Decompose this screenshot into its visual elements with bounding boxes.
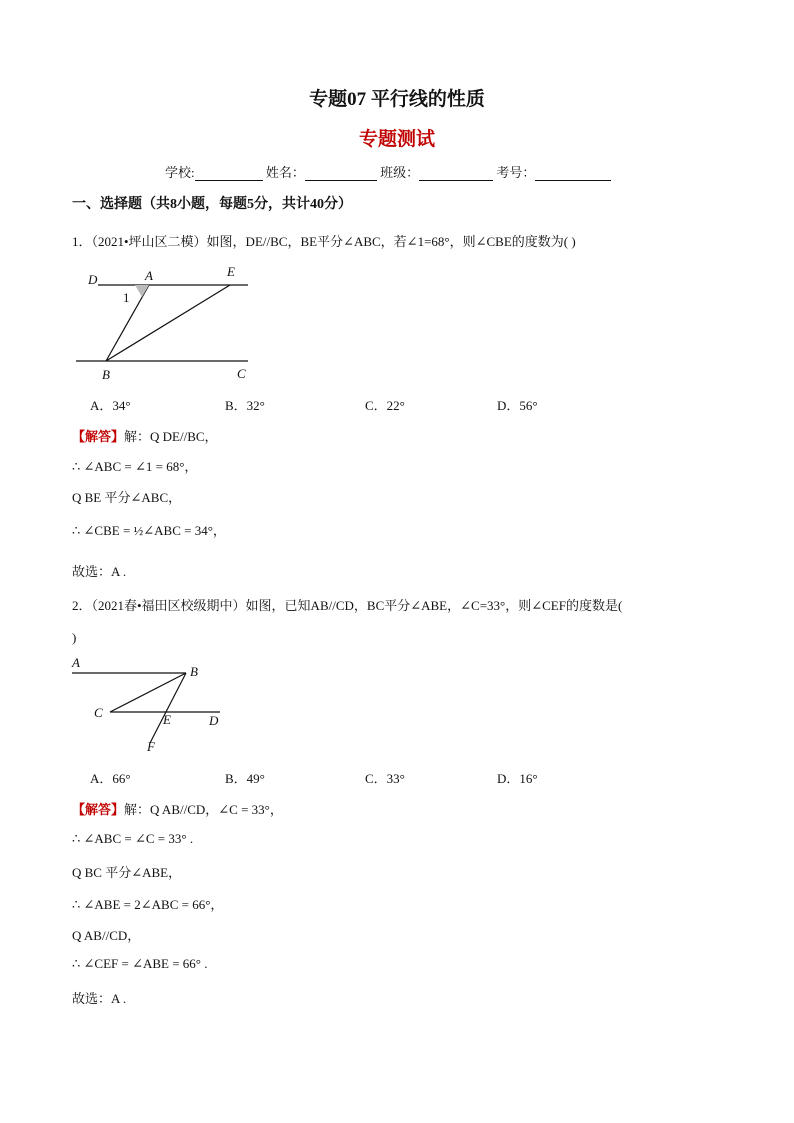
- label-a: A: [72, 655, 80, 670]
- q2-solution-line-7: 故选：A .: [72, 991, 127, 1006]
- question-1-figure: [72, 262, 262, 386]
- label-b: B: [102, 367, 110, 382]
- label-a: A: [145, 268, 153, 283]
- q2-solution-line-3: Q BC 平分∠ABE，: [72, 865, 182, 880]
- label-c: C: [237, 366, 246, 381]
- class-label: 班级：: [380, 165, 420, 180]
- angle-1-mark: [135, 285, 149, 297]
- q2-solution-line-1: 【解答】解：Q AB//CD，∠C = 33°，: [72, 802, 283, 817]
- student-info-row: [165, 162, 611, 181]
- section-heading: 一、选择题（共8小题，每题5分，共计40分）: [72, 197, 352, 212]
- label-d: D: [209, 713, 219, 728]
- label-b: B: [190, 664, 198, 679]
- label-e: E: [227, 264, 235, 279]
- page-subtitle: 专题测试: [358, 129, 435, 150]
- q2-solution-line-5: Q AB//CD，: [72, 928, 141, 943]
- page-title: 专题07 平行线的性质: [309, 89, 485, 110]
- label-d: D: [88, 272, 98, 287]
- q1-option-b[interactable]: B．32°: [225, 398, 265, 413]
- q1-solution-line-4: ∴ ∠CBE = ½∠ABC = 34°，: [72, 523, 226, 538]
- q1-option-c[interactable]: C．22°: [365, 398, 405, 413]
- number-blank[interactable]: [535, 166, 611, 181]
- q1-solution-line-2: ∴ ∠ABC = ∠1 = 68°，: [72, 459, 198, 474]
- question-2-figure: [68, 655, 228, 757]
- number-label: 考号：: [496, 165, 536, 180]
- q1-solution-line-5: 故选：A .: [72, 564, 127, 579]
- segment-bf: [150, 673, 186, 743]
- q2-solution-line-6: ∴ ∠CEF = ∠ABE = 66° .: [72, 956, 208, 971]
- question-2-stem: 2．（2021春•福田区校级期中）如图，已知AB//CD，BC平分∠ABE，∠C=33°，则∠CEF的度数是(: [72, 598, 623, 613]
- class-blank[interactable]: [419, 166, 493, 181]
- q2-option-c[interactable]: C．33°: [365, 771, 405, 786]
- label-e: E: [163, 712, 171, 727]
- label-c: C: [94, 705, 103, 720]
- q2-solution-line-4: ∴ ∠ABE = 2∠ABC = 66°，: [72, 897, 224, 912]
- q1-option-d[interactable]: D．56°: [497, 398, 538, 413]
- q1-solution-line-1: 【解答】解：Q DE//BC，: [72, 429, 218, 444]
- q2-option-d[interactable]: D．16°: [497, 771, 538, 786]
- school-label: 学校:: [165, 165, 195, 180]
- q1-option-a[interactable]: A．34°: [90, 398, 131, 413]
- q2-option-a[interactable]: A．66°: [90, 771, 131, 786]
- label-angle-1: 1: [123, 290, 130, 305]
- q2-solution-line-2: ∴ ∠ABC = ∠C = 33° .: [72, 831, 194, 846]
- q1-solution-line-3: Q BE 平分∠ABC，: [72, 490, 182, 505]
- q2-option-b[interactable]: B．49°: [225, 771, 265, 786]
- question-2-stem-end: ): [72, 630, 77, 645]
- question-1-stem: 1．（2021•坪山区二模）如图，DE//BC，BE平分∠ABC，若∠1=68°，则∠CBE的度数为( ): [72, 234, 576, 249]
- school-blank[interactable]: [195, 166, 263, 181]
- name-label: 姓名：: [265, 165, 305, 180]
- name-blank[interactable]: [305, 166, 377, 181]
- segment-bc: [110, 673, 186, 712]
- label-f: F: [147, 739, 155, 754]
